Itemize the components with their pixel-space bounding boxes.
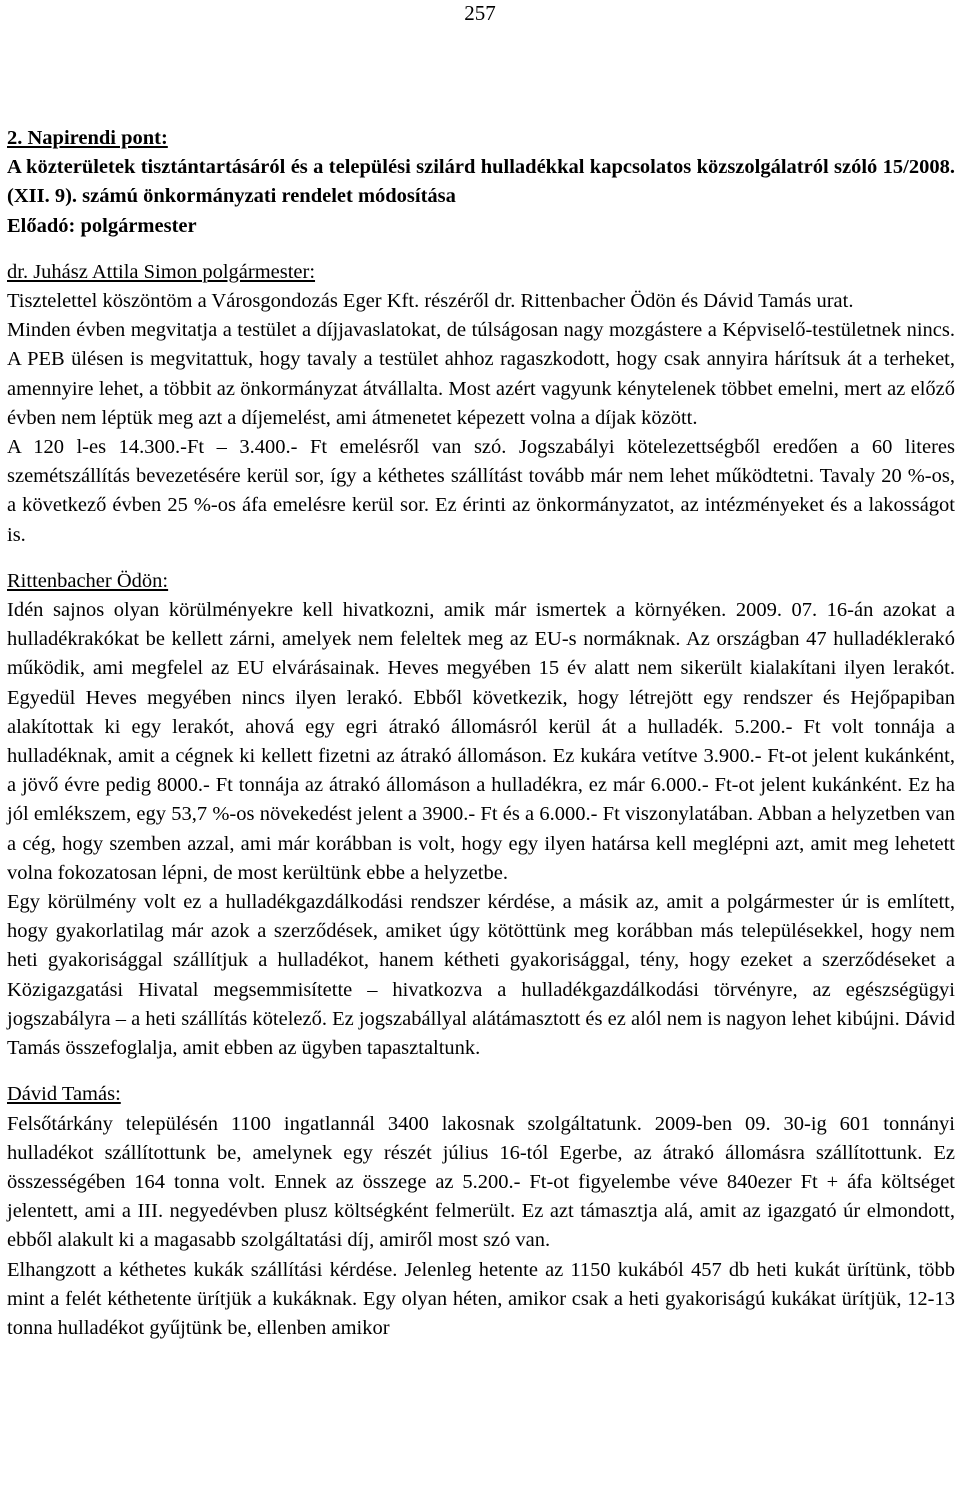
paragraph: Idén sajnos olyan körülményekre kell hivatkozni, amik már ismertek a környéken. 2009. 07. 16-án azokat a hulladékrakókat be kellett zárni, amelyek nem feleltek meg az EU-s normáknak. Az országban 47 hulladéklerakó működik, ami megfelel az EU elvárásainak. Heves megyében 15 év alatt nem sikerült kialakítani ilyen lerakót. Egyedül Heves megyében nincs ilyen lerakó. Ebből következik, hogy létrejött egy rendszer és Hejőpapiban alakítottak ki egy lerakót, ahová egy egri átrakó állomásról kerül át a hulladék. 5.200.- Ft volt tonnája a hulladéknak, amit a cégnek ki kellett fizetni az átrakó állomáson. Ez kukára vetítve 3.900.- Ft-ot jelent kukánként, a jövő évre pedig 8000.- Ft tonnája az átrakó állomáson a hulladékra, ez már 6.000.- Ft-ot jelent kukánként. Ez ha jól emlékszem, egy 53,7 %-os növekedést jelent a 3900.- Ft és a 6.000.- Ft viszonylatában. Abban a helyzetben van a cég, hogy szemben azzal, ami már korábban is volt, hogy egy ilyen határsa kell meglépni azt, amit meg lehetett volna fokozatosan lépni, de most kerültünk ebbe a helyzetbe.: [7, 599, 955, 884]
speaker-david: Dávid Tamás:: [7, 1083, 121, 1106]
agenda-subject: A közterületek tisztántartásáról és a települési szilárd hulladékkal kapcsolatos közszolgálatról szóló 15/2008. (XII. 9). számú önkormányzati rendelet módosítása: [7, 156, 955, 208]
page-number: 257: [464, 1, 496, 25]
speaker-mayor: dr. Juhász Attila Simon polgármester:: [7, 260, 316, 283]
paragraph: A 120 l-es 14.300.-Ft – 3.400.- Ft emelésről van szó. Jogszabályi kötelezettségből eredően a 60 literes szemétszállítás bevezetésére kerül sor, így a kéthetes szállítást tovább már nem lehet működtetni. Tavaly 20 %-os, a következő évben 25 %-os áfa emelésre kerül sor. Ez érinti az önkormányzatot, az intézményeket és a lakosságot is.: [7, 436, 955, 546]
document-body: [7, 124, 955, 1343]
paragraph: Elhangzott a kéthetes kukák szállítási kérdése. Jelenleg hetente az 1150 kukából 457 db heti kukát ürítünk, több mint a felét kéthetente ürítjük a kukáknak. Egy olyan héten, amikor csak a heti gyakoriságú kukákat ürítjük, 12-13 tonna hulladékot gyűjtünk be, ellenben amikor: [7, 1258, 955, 1339]
paragraph: Egy körülmény volt ez a hulladékgazdálkodási rendszer kérdése, a másik az, amit a polgármester úr is említett, hogy gyakorlatilag már azok a szerződések, amiket úgy kötöttünk meg korábban más településekkel, hogy nem heti gyakorisággal szállítjuk a hulladékot, hanem kétheti gyakorisággal, tény, hogy ezeket a szerződéseket a Közigazgatási Hivatal megsemmisítette – hivatkozva a hulladékgazdálkodási törvényre, az egészségügyi jogszabályra – a heti szállítás kötelező. Ez jogszabállyal alátámasztott és ez alól nem is nagyon lehet kibújni. Dávid Tamás összefoglalja, amit ebben az ügyben tapasztaltunk.: [7, 891, 955, 1060]
paragraph: Felsőtárkány településén 1100 ingatlannál 3400 lakosnak szolgáltatunk. 2009-ben 09. 30-ig 601 tonnányi hulladékot szállítottunk be, amelynek egy részét július 16-tól Egerbe, az átrakó állomásra szállítottunk. Ez összességében 164 tonna volt. Ennek az összege az 5.200.- Ft-ot figyelembe véve 840ezer Ft + áfa költséget jelentett, ami a III. negyedévben plusz költségként felmerült. Ez azt támasztja alá, amit az igazgató úr elmondott, ebből alakult ki a magasabb szolgáltatási díj, amiről most szó van.: [7, 1112, 955, 1252]
agenda-presenter: Előadó: polgármester: [7, 214, 197, 237]
speaker-rittenbacher: Rittenbacher Ödön:: [7, 569, 169, 592]
paragraph: Tisztelettel köszöntöm a Városgondozás Eger Kft. részéről dr. Rittenbacher Ödön és Dávid Tamás urat.: [7, 290, 854, 313]
agenda-title: 2. Napirendi pont:: [7, 127, 168, 149]
paragraph: Minden évben megvitatja a testület a díjjavaslatokat, de túlságosan nagy mozgástere a Képviselő-testületnek nincs. A PEB ülésen is megvitattuk, hogy tavaly a testület ahhoz ragaszkodott, hogy csak annyira hárítsuk át a terheket, amennyire lehet, a többit az önkormányzat átvállalta. Most azért vagyunk kénytelenek többet emelni, mert az előző évben nem léptük meg azt a díjemelést, ami átmenetet képezett volna a díjak között.: [7, 319, 955, 429]
